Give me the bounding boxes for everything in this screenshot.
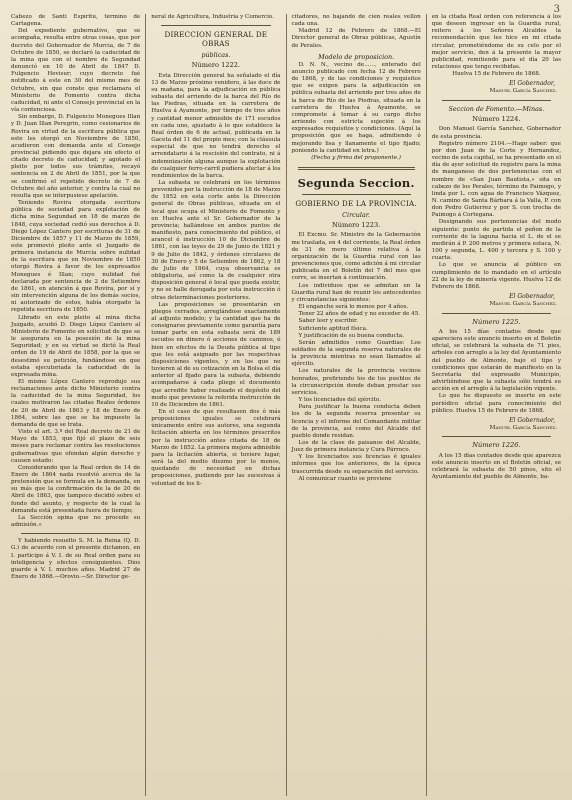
col3-paragraph: Saber leer y escribir. bbox=[298, 318, 358, 325]
col4-paragraph: Lo que he dispuesto se inserte en este periódico oficial para conocimiento del público. Huelva 15 de Febrero de 1868. bbox=[431, 393, 561, 414]
divider bbox=[302, 194, 411, 195]
subsection-gobierno: GOBIERNO DE LA PROVINCIA. bbox=[295, 198, 417, 208]
col3-paragraph: El Excmo. Sr. Ministro de la Gobernación me traslada, en 4 del corriente, la Real órden de 31 de mero último relativa á la organización de la Guardia rural con las prevenciones que, como adición á mi circular publicada en el Boletín del 7 del mes que corre, se insertan á continuación. bbox=[291, 232, 421, 282]
col3-paragraph: Serán admitidos como Guardias: Los soldados de la segunda reserva naturales de la provincia mientras no sean llamados al ejército. bbox=[291, 339, 421, 368]
model-signature: (Fecha y firma del proponente.) bbox=[311, 154, 401, 161]
notice-number: Número 1225. bbox=[472, 317, 521, 326]
column-3 bbox=[287, 14, 427, 796]
divider bbox=[442, 100, 551, 101]
signature-name: Manuel García Sanchez. bbox=[489, 424, 557, 431]
section-title-segunda-seccion: Segunda Seccion. bbox=[297, 175, 415, 190]
col2-paragraph: En el caso de que resultasen dos ó más proposiciones iguales se celebrará únicamente entre sus autores, una segunda licitación abierta en los términos prescritos por la instrucción antes citada de 18 de Marzo de 1852. La primera mejora admisible para la licitación abierta, si tuviere lugar, será la del medio diezmo por lo menos, quedando de necesidad en dichas proposiciones, pudiendo por las sucesivas á voluntad de los li- bbox=[151, 409, 281, 487]
col3-paragraph: Y los licenciados sus licencias é iguales informes que los anteriores, de la época trascurrida desde su separación del servicio. bbox=[291, 454, 421, 475]
divider bbox=[21, 533, 130, 534]
col4-date: Huelva 15 de Febrero de 1868. bbox=[452, 71, 541, 78]
col3-paragraph: Tener 22 años de edad y no exceder de 45. bbox=[298, 311, 421, 318]
divider bbox=[298, 167, 415, 170]
column-1 bbox=[6, 14, 146, 796]
col4-paragraph: en la citada Real órden con referencia á los que deseen ingresar en la Guardia rural, reitero á los Señores Alcaldes la recomendación que les hice en mi citada circular, prometiéndome de su celo por el mejor servicio, den á la presente la mayor publicidad, remitiendo para el día 20 las relaciones que tengo recibidas. bbox=[431, 14, 561, 71]
columns bbox=[6, 14, 566, 796]
column-4 bbox=[427, 14, 566, 796]
section-fomento-minas: Seccion de Fomento.—Minas. bbox=[448, 104, 545, 113]
col1-paragraph: Cabezo de Santi Espíritu, término de Cartagena. bbox=[11, 14, 141, 28]
col3-paragraph: Y justificación de su buena conducta. bbox=[298, 332, 404, 339]
col4-paragraph: Lo que se anuncia al público en cumplimiento de lo mandado en el artículo 22 de la ley de minería vigente. Huelva 12 de Febrero de 1868. bbox=[431, 262, 561, 290]
column-2 bbox=[146, 14, 286, 796]
col1-paragraph: La Sección opina que no procede su admisión.» bbox=[11, 514, 141, 529]
signature-title: El Gobernador, bbox=[509, 293, 555, 300]
signature-title: El Gobernador, bbox=[509, 416, 555, 424]
col2-paragraph: La subasta se celebrará en los términos prevenidos por la instrucción de 18 de Marzo de 1852 en esta corte ante la Dirección general de Obras públicas, situada en el local que ocupa el Ministerio de Fomento y en Huelva ante el Sr. Gobernador de la provincia; hallándose en ambos puntos de manifiesto, para conocimiento del público, el arancel é instrucción 10 de Diciembre de 1861, con las leyes de 29 de Junio de 1821 y 9 de Julio de 1842, y órdenes circulares de 30 de Enero y 5 de Setiembre de 1862, y 18 de Julio de 1864, cuya observancia es obligatoria, así como la de cualquier otra disposición general ó local que pueda existir, y no se halle derogada por esta instrucción ó otras determinaciones posteriores. bbox=[151, 180, 281, 301]
col1-paragraph: Teniendo Rovira otorgada escritura pública de sociedad para explotación de dicha mina Segundad en 18 de marzo de 1848, cuya sociedad cedió sus derechos á D. Diego López Cantero por escrituras de 31 de Diciembre de 1857 y 11 de Marzo de 1859, este promovió pleito ante el Juzgado de primera instancia de Murcia sobre nulidad de la escritura que en Noviembre de 1850 otorgó Rovira á favor de los expresados Monegues é Illan; cuyo nulidad fué declarada por sentencia de 2 de Setiembre de 1861, en atención á que Rovira, por sí y sin intervención alguna de los demás socios, ni autorizado de estos, había otorgado la repetida escritura de 1850. bbox=[11, 200, 141, 314]
divider bbox=[161, 25, 270, 26]
page-number: 3 bbox=[553, 4, 560, 15]
notice-number: Número 1223. bbox=[331, 220, 381, 229]
col4-paragraph: A los 15 días contados desde que aparezca este anuncio inserto en el Boletín oficial, se celebrará la subasta de 50 pinos, sito el Ayuntamiento del pueblo de Almonte, ba- bbox=[431, 452, 561, 481]
divider bbox=[442, 436, 551, 437]
col3-paragraph: citadores, no bajando de cien reales vellón cada una. bbox=[291, 14, 421, 28]
col4-paragraph: Don Manuel García Sanchez, Gobernador de esta provincia. bbox=[431, 126, 561, 140]
divider bbox=[442, 313, 551, 314]
col2-paragraph: Esta Dirección general ha señalado el día 13 de Marzo próximo venidero, á las doce de su mañana, para la adjudicación en pública subasta del arriendo de la barca del Río de las Piedras, situada en la carretera de Huelva á Ayamonte, por tiempo de tres años y cantidad menor admisible de 171 escudos en cada uno, ajustado á lo que establece la Real órden de 6 de actual, publicada en la Gaceta del 11 del propio mes; con la cláusula especial de que no tendrá derecho el arrendatario á la rescisión del contrato, ni á indemnización alguna aunque la explotación de cualquier ferro-carril pudiera afectar á los rendimientos de la barca. bbox=[151, 72, 281, 179]
col3-paragraph: Los naturales de la provincia vecinos honrados, prefiriendo los de los pueblos de la circunscripción donde deban prestar sus servicios. bbox=[291, 368, 421, 396]
col3-paragraph: Madrid 12 de Febrero de 1868.—El Director general de Obras públicas, Agustín de Perales. bbox=[291, 28, 421, 49]
col3-paragraph: Al comunicar cuanto se previene bbox=[298, 475, 392, 482]
col4-paragraph: Registro número 2104.—Hago saber: que por don Juan de la Corte y Hernandez, vecino de esta capital, se ha presentado en el día de ayer solicitud de registro para la mina de manganeso de dos pertenencias con el nombre de «San Juan Bautista,» sita en cabezo de los Perales, término de Paimogo, y linda por L. con agua de Francisco Vázquez, N. camino de Santa Bárbara á la Valla, P. con don Pedro Gutierrez y por S. con trocha de Paimogo á Cortegana. bbox=[431, 140, 561, 219]
model-title: Modelo de proposicion. bbox=[318, 52, 395, 61]
col2-continuation: neral de Agricultura, Industria y Comercio. bbox=[151, 14, 274, 20]
model-text: D. N. N., vecino de......, enterado del anuncio publicado con fecha 12 de Febrero de 1868, y de las condiciones y requisitos que se exigen para la adjudicación en pública subasta del arriendo por tres años de la barca de Río de las Piedras, situada en la carretera de Huelva á Ayamonte, se compromete á tomar á su cargo dicho arriendo con estricta sujeción á los expresados requisitos y condiciones. (Aquí la proposición que se haga, admitiendo ó mejorando lisa y llanamente el tipo fijado; poniendo la cantidad en letra.) bbox=[291, 61, 421, 154]
col1-paragraph: El mismo López Cantero reprodujo sus reclamaciones ante dicho Ministerio contra la caducidad de la mina Seguridad, los cuales motivaron las citadas Reales órdenes de 20 de Abril de 1863 y 18 de Enero de 1864, sobre las que se ha impuesto la demanda de que se trata. bbox=[11, 378, 141, 428]
circular-title: Circular. bbox=[342, 210, 371, 219]
col1-paragraph: Librado en este pleito al mina dicha Juzgado, acudió D. Diego López Cantero al Ministerio de Fomento en solicitud de que se le asegurara en la posesión de la mina Seguridad; y en su virtud se dictó la Real orden de 19 de Abril de 1858, por la que se desestimó su petición, fundándose en que estaba ejecutoriada la caducidad de la expresada mina. bbox=[11, 314, 141, 378]
col1-paragraph: Sin embargo, D. Fulgencio Monegues Illan y D. Juan Illan Peregrin, como cesionarios de Rovira en virtud de la escritura pública que este les otorgó en Noviembre de 1850, acudieron con demanda ante el Consejo provincial pidiendo que dejara sin efecto el citado decreto de caducidad; y agotado el pleito por todos sus trámites, recayó sentencia en 2 de Abril de 1851, por la que se confirmó el repetido decreto de 7 de Octubre del año anterior, y contra la cual no resulta que se interpusiese apelación. bbox=[11, 114, 141, 199]
col3-paragraph: Para justificar la buena conducta deben los de la segunda reserva presentar su licencia y el informe del Comandante militar de la provincia, así como del Alcalde del pueblo donde residan. bbox=[291, 404, 421, 439]
col3-paragraph: El enganche será lo menos por 4 años. bbox=[298, 304, 409, 311]
col4-paragraph: Designando sus pertenencias del modo siguiente: punto de partida el peñon de la corriente de la laguna hacia el L. de el se medirán á P. 200 metros y primera estaca, N. 100 y segunda, L. 400 y tercera y S. 100 y cuarta. bbox=[431, 219, 561, 262]
col3-paragraph: Suficiente aptitud física. bbox=[298, 325, 368, 332]
section-subheading: públicas. bbox=[201, 51, 231, 60]
col1-paragraph: Del expediente gubernativo, que se acompaña, resulta entre otras cosas, que por decreto del Gobernador de Murcia, de 7 de Octubre de 1850, se declaró la caducidad de la mina que con el nombre de Segundad denunció en 10 de Abril de 1847 D. Fulgencio Hevisur; cuyo decreto fué notificado á este en 30 del mismo mes de Octubre, sin que conste que reclamara el Ministerio de Fomento contra dicha caducidad, ni ante el Consejo provincial en la vía contenciosa. bbox=[11, 28, 141, 114]
signature-name: Manuel García Sanchez. bbox=[489, 301, 557, 307]
signature-title: El Gobernador, bbox=[509, 80, 555, 88]
col3-paragraph: Los individuos que se admitan en la Guardia rural han de reunir los antecedentes y circunstancias siguientes: bbox=[291, 282, 421, 303]
notice-number: Número 1222. bbox=[191, 61, 240, 70]
col2-paragraph: Las proposiciones se presentarán en pliegos cerrados, arreglándose exactamente al adjunto modelo; y la cantidad que ha de consignarse previamente como garantía para tomar parte en esta subasta será de 189 escudos en dinero ó acciones de caminos, ó bien en efectos de la Deuda pública al tipo que les está asignado por las respectivas disposiciones vigentes, y en los que no tuvieren al de su cotización en la Bolsa el día anterior al fijado para la subasta, debiendo acompañarse á cada pliego el documento que acredite haber realizado el depósito del modo que previene la referida instrucción de 10 de Diciembre de 1861. bbox=[151, 301, 281, 408]
col4-paragraph: A los 15 días contados desde que apareciera este anuncio inserto en el Boletín oficial, se celebrará la subasta de 71 pies, arboles con arreglo a la ley del Ayuntamiento del pueblo de Almonte, bajo el tipo y condiciones que estarán de manifiesto en la Secretaría del expresado Municipio, advirtiéndose que la subasta sólo tendrá su acción en el arreglo á la legislación vigente. bbox=[431, 329, 561, 393]
notice-number: Número 1224. bbox=[472, 114, 521, 123]
notice-number: Número 1226. bbox=[472, 441, 521, 450]
signature-name: Manuel García Sanchez. bbox=[489, 88, 557, 95]
col1-paragraph: Considerando que la Real orden de 14 de Enero de 1864 nada resolvió acerca de la pretensión que se formula en la demanda, en su más que la confirmación de la de 20 de Abril de 1863, que tampoco decidió sobre el fondo del asunto, y respecto de la cual la demanda está presentada fuera de tiempo; bbox=[11, 464, 141, 514]
col1-paragraph: Visto el art. 3.º del Real decreto de 21 de Mayo de 1853, que fijó el plazo de seis meses para reclamar contra las resoluciones gubernativas que ofendan algún derecho y causen estado: bbox=[11, 429, 141, 464]
section-heading-obras-publicas: DIRECCION GENERAL DE OBRAS bbox=[164, 30, 268, 49]
col3-paragraph: Y los licenciados del ejército. bbox=[298, 397, 381, 404]
col3-paragraph: Los de la clase de paisanos del Alcalde, Juez de primera instancia y Cura Párroco. bbox=[291, 440, 421, 454]
col1-paragraph: Y habiendo resuelto S. M. la Reina (Q. D. G.) de acuerdo con el presente dictamen, en I. participo á V. I. de su Real orden para su inteligencia y efectos consiguientes. Dios guarde á V. I. muchos años. Madrid 27 de Enero de 1868.—Orovio.—Sr. Director ge- bbox=[11, 538, 141, 581]
